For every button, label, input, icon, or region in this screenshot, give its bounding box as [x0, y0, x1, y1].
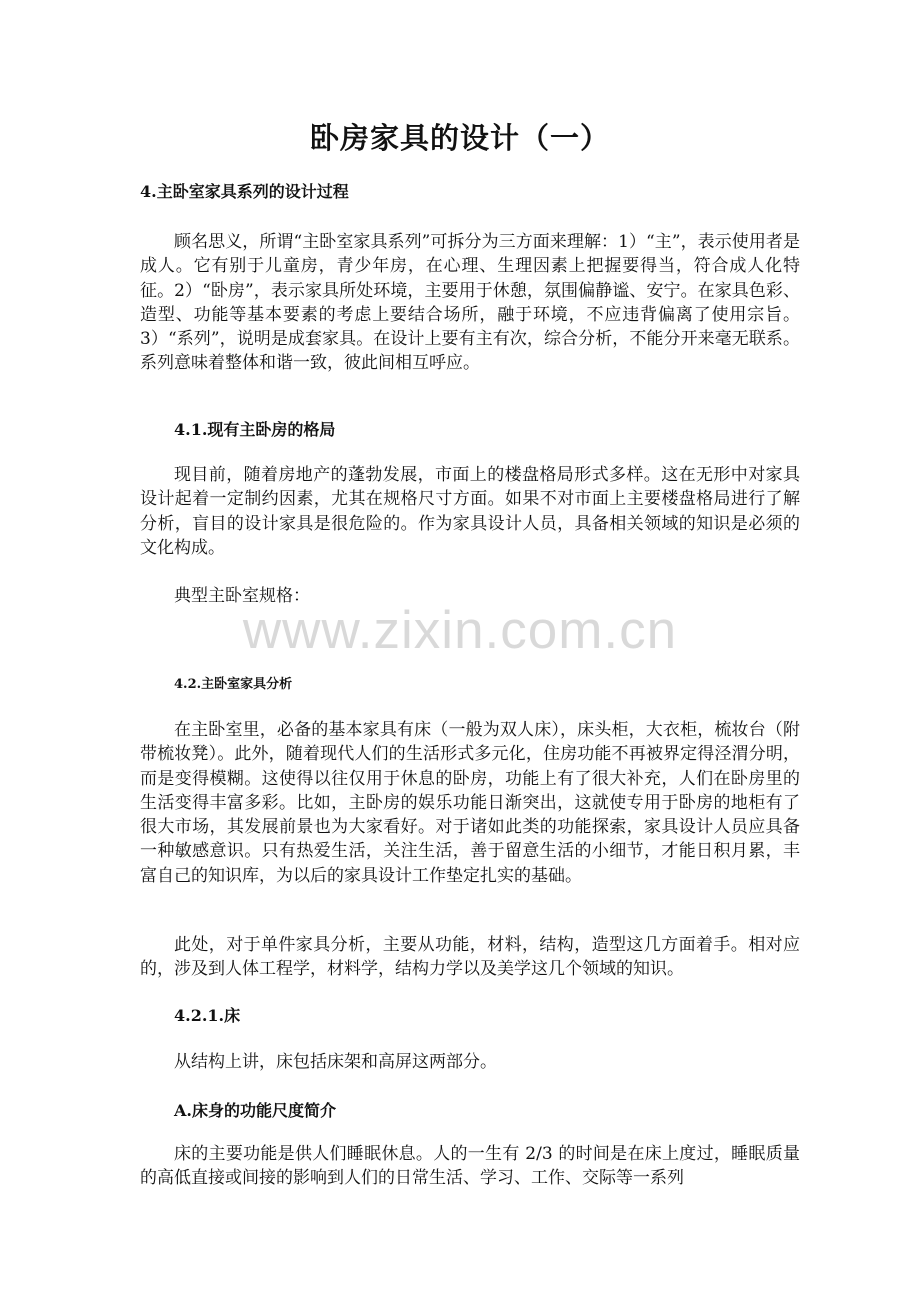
section-heading-4-2: 4.2.主卧室家具分析	[174, 677, 293, 692]
typical-spec-label: 典型主卧室规格：	[174, 586, 310, 606]
section-4-2-paragraph-1: 在主卧室里，必备的基本家具有床（一般为双人床），床头柜，大衣柜，梳妆台（附带梳妆凳）。此外，随着现代人们的生活形式多元化，住房功能不再被界定得泾渭分明，而是变得模糊。这使得以往仅用于休息的卧房，功能上有了很大补充，人们在卧房里的生活变得丰富多彩。比如，主卧房的娱乐功能日渐突出，这就使专用于卧房的地柜有了很大市场，其发展前景也为大家看好。对于诸如此类的功能探索，家具设计人员应具备一种敏感意识。只有热爱生活，关注生活，善于留意生活的小细节，才能日积月累，丰富自己的知识库，为以后的家具设计工作垫定扎实的基础。	[140, 720, 800, 886]
section-heading-a: A.床身的功能尺度简介	[174, 1101, 336, 1120]
section-4-2-1-paragraph: 从结构上讲，床包括床架和高屏这两部分。	[174, 1052, 497, 1072]
watermark: www.zixin.com.cn	[242, 601, 678, 660]
section-4-2-paragraph-2: 此处，对于单件家具分析，主要从功能，材料，结构，造型这几方面着手。相对应的，涉及到人体工程学，材料学，结构力学以及美学这几个领域的知识。	[140, 935, 800, 980]
section-4-1-paragraph: 现目前，随着房地产的蓬勃发展，市面上的楼盘格局形式多样。这在无形中对家具设计起着一定制约因素，尤其在规格尺寸方面。如果不对市面上主要楼盘格局进行了解分析，盲目的设计家具是很危险的。作为家具设计人员，具备相关领域的知识是必须的文化构成。	[140, 465, 800, 558]
section-heading-4-2-1: 4.2.1.床	[174, 1006, 241, 1025]
section-heading-4-1: 4.1.现有主卧房的格局	[174, 420, 336, 439]
document-title: 卧房家具的设计（一）	[309, 121, 610, 155]
section-4-paragraph: 顾名思义，所谓“主卧室家具系列”可拆分为三方面来理解：1）“主”，表示使用者是成人。它有别于儿童房，青少年房，在心理、生理因素上把握要得当，符合成人化特征。2）“卧房”，表示家具所处环境，主要用于休憩，氛围偏静谧、安宁。在家具色彩、造型、功能等基本要素的考虑上要结合场所，融于环境，不应违背偏离了使用宗旨。3）“系列”，说明是成套家具。在设计上要有主有次，综合分析，不能分开来毫无联系。系列意味着整体和谐一致，彼此间相互呼应。	[140, 232, 800, 374]
section-heading-4: 4.主卧室家具系列的设计过程	[140, 182, 349, 201]
section-a-paragraph: 床的主要功能是供人们睡眠休息。人的一生有 2/3 的时间是在床上度过，睡眠质量的高低直接或间接的影响到人们的日常生活、学习、工作、交际等一系列	[140, 1144, 800, 1189]
